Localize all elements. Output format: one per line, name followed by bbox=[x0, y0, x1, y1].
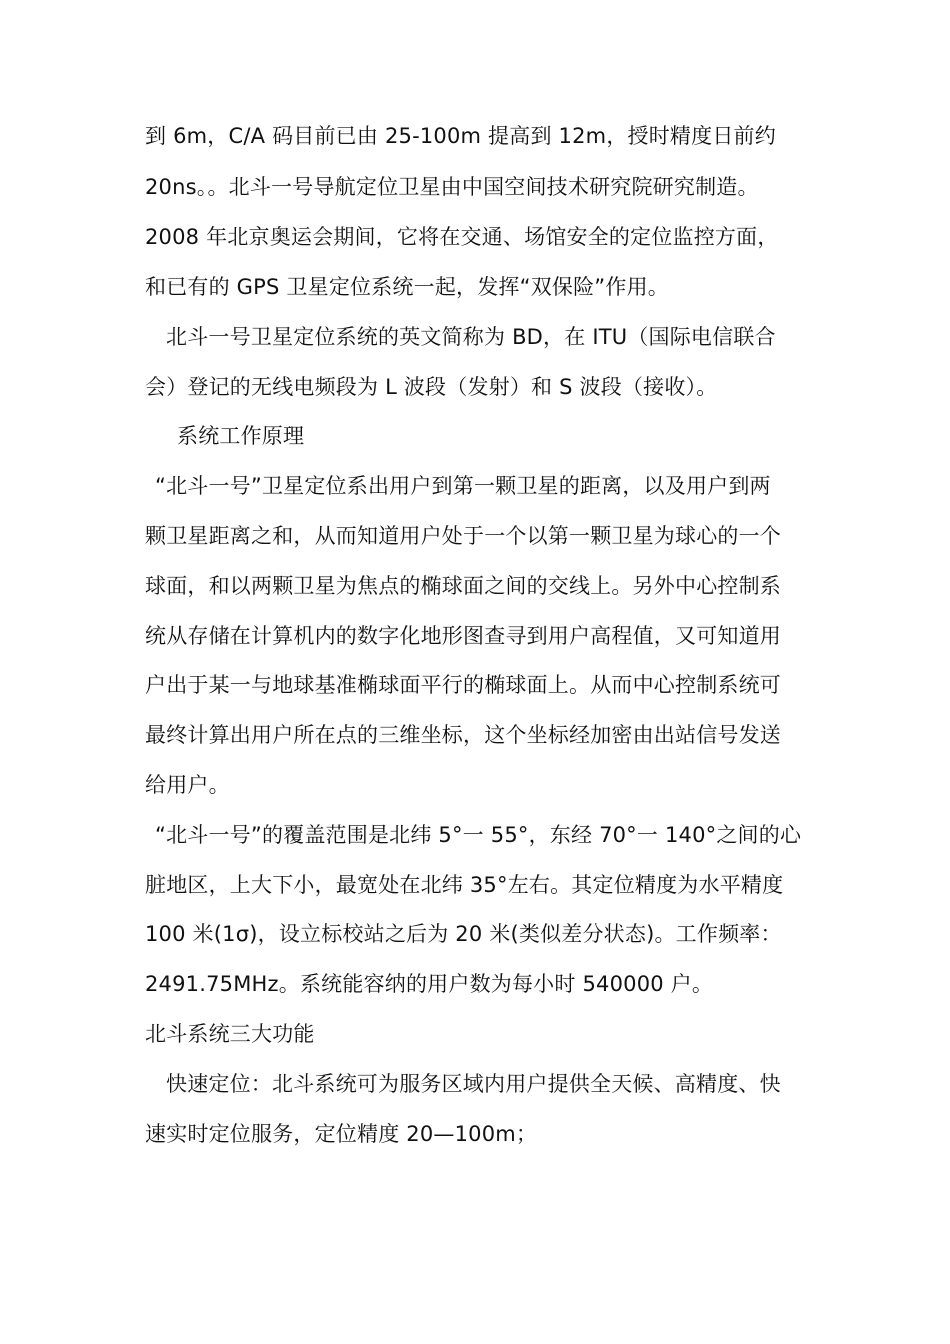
text-line: 给用户。 bbox=[145, 773, 230, 797]
section-heading: 北斗系统三大功能 bbox=[145, 1022, 315, 1046]
text-line: 2008 年北京奥运会期间，它将在交通、场馆安全的定位监控方面， bbox=[145, 225, 779, 249]
text-line: 到 6m，C/A 码目前已由 25-100m 提高到 12m，授时精度日前约 bbox=[145, 124, 776, 148]
text-line: 和已有的 GPS 卫星定位系统一起，发挥“双保险”作用。 bbox=[145, 275, 669, 299]
text-line: 最终计算出用户所在点的三维坐标，这个坐标经加密由出站信号发送 bbox=[145, 723, 781, 747]
text-line: 颗卫星距离之和，从而知道用户处于一个以第一颗卫星为球心的一个 bbox=[145, 524, 781, 548]
paragraph-line: “北斗一号”的覆盖范围是北纬 5°一 55°，东经 70°一 140°之间的心 bbox=[155, 823, 802, 847]
section-heading: 系统工作原理 bbox=[177, 424, 305, 448]
paragraph-line: “北斗一号”卫星定位系出用户到第一颗卫星的距离，以及用户到两 bbox=[155, 474, 771, 498]
text-line: 100 米(1σ)，设立标校站之后为 20 米(类似差分状态)。工作频率： bbox=[145, 922, 782, 946]
paragraph-line: 北斗一号卫星定位系统的英文简称为 BD，在 ITU（国际电信联合 bbox=[166, 325, 776, 349]
text-line: 速实时定位服务，定位精度 20—100m； bbox=[145, 1122, 538, 1146]
text-line: 户出于某一与地球基准椭球面平行的椭球面上。从而中心控制系统可 bbox=[145, 673, 781, 697]
text-line: 球面，和以两颗卫星为焦点的椭球面之间的交线上。另外中心控制系 bbox=[145, 574, 781, 598]
text-line: 2491.75MHz。系统能容纳的用户数为每小时 540000 户。 bbox=[145, 972, 714, 996]
text-line: 会）登记的无线电频段为 L 波段（发射）和 S 波段（接收）。 bbox=[145, 375, 718, 399]
text-line: 统从存储在计算机内的数字化地形图查寻到用户高程值，又可知道用 bbox=[145, 624, 781, 648]
text-line: 脏地区，上大下小，最宽处在北纬 35°左右。其定位精度为水平精度 bbox=[145, 873, 784, 897]
paragraph-line: 快速定位：北斗系统可为服务区域内用户提供全天候、高精度、快 bbox=[166, 1072, 781, 1096]
text-line: 20ns。。北斗一号导航定位卫星由中国空间技术研究院研究制造。 bbox=[145, 175, 759, 199]
